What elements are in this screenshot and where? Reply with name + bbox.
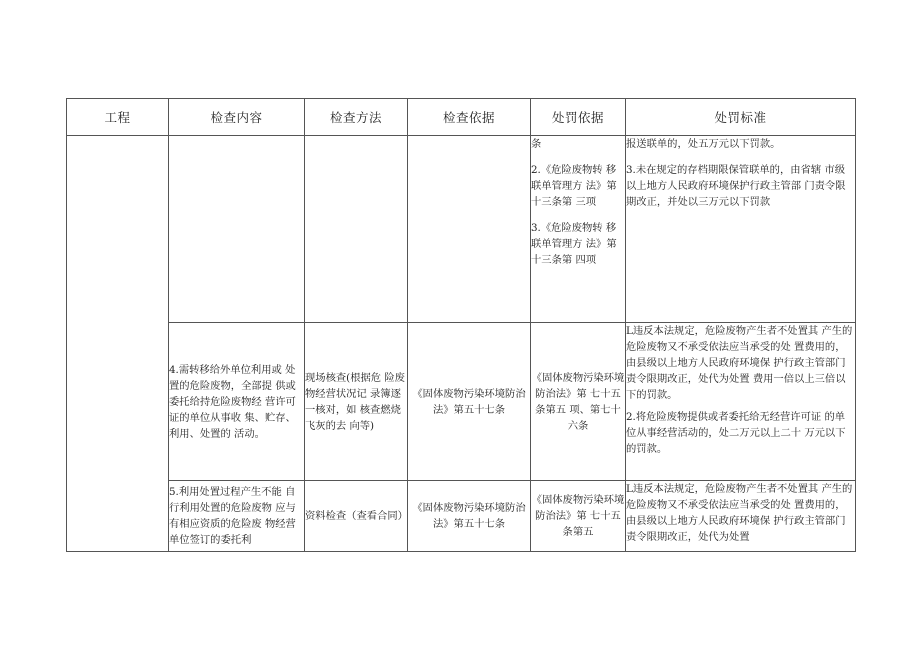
header-check-content: 检查内容 bbox=[169, 99, 305, 136]
penalty-standard-cell bbox=[626, 136, 856, 323]
table-row bbox=[67, 323, 856, 481]
check-basis-cell: 《固体废物污染环境防治法》第五十七条 bbox=[408, 323, 531, 481]
header-check-method: 检查方法 bbox=[305, 99, 408, 136]
penalty-standard-item: 2.将危险废物提供或者委托给无经营许可证 的单位从事经营活动的，处二万元以上二十 万元以下的罚款。 bbox=[626, 411, 846, 455]
check-content-cell: 4.需转移给外单位利用或 处置的危险废物，全部提 供或委托给持危险废物经 营许可证的单位从事收 集、贮存、利用、处置的 活动。 bbox=[169, 323, 305, 481]
penalty-standard-item: L违反本法规定，危险废物产生者不处置其 产生的危险废物又不承受依法应当承受的处 置费用的，由县级以上地方人民政府环境保 护行政主管部门责令限期改正，处代为处置 bbox=[626, 483, 853, 543]
check-method-cell bbox=[305, 136, 408, 323]
penalty-basis-cell: 《固体废物污染环境防治法》第 七十五条第五 bbox=[531, 481, 626, 552]
penalty-standard-cell bbox=[626, 323, 856, 481]
penalty-standard-item: L违反本法规定，危险废物产生者不处置其 产生的危险废物又不承受依法应当承受的处 置费用的，由县级以上地方人民政府环境保 护行政主管部门责令限期改正，处代为处置 费用一倍以上三倍以下的罚款。 bbox=[626, 325, 853, 401]
check-content-cell: 5.利用处置过程产生不能 自行利用处置的危险废物 应与有相应资质的危险废 物经营单位签订的委托利 bbox=[169, 481, 305, 552]
header-penalty-basis: 处罚依据 bbox=[531, 99, 626, 136]
header-check-basis: 检查依据 bbox=[408, 99, 531, 136]
check-basis-cell: 《固体废物污染环境防治法》第五十七条 bbox=[408, 481, 531, 552]
penalty-standard-item: 3.未在规定的存档期限保管联单的，由省辖 市级以上地方人民政府环境保护行政主管部 门责令限期改正，并处以三万元以下罚款 bbox=[626, 164, 846, 208]
header-project: 工程 bbox=[67, 99, 169, 136]
check-method-cell: 现场核查(根据危 险废物经营状况记 录簿逐一核对，如 核查燃烧飞灰的去 向等) bbox=[305, 323, 408, 481]
penalty-basis-cell: 《固体废物污染环境防治法》第 七十五条第五 项、第七十六条 bbox=[531, 323, 626, 481]
penalty-basis-item: 2.《危险废物转 移联单管理方 法》第十三条第 三项 bbox=[531, 164, 617, 208]
check-method-cell: 资料检查（查看合同） bbox=[305, 481, 408, 552]
penalty-basis-cell bbox=[531, 136, 626, 323]
check-basis-cell bbox=[408, 136, 531, 323]
penalty-basis-item: 3.《危险废物转 移联单管理方 法》第十三条第 四项 bbox=[531, 222, 617, 266]
table-header-row bbox=[67, 99, 856, 136]
penalty-basis-item: 条 bbox=[531, 138, 542, 150]
table-row bbox=[67, 136, 856, 323]
check-content-cell bbox=[169, 136, 305, 323]
penalty-standard-cell bbox=[626, 481, 856, 552]
project-cell bbox=[67, 136, 169, 552]
inspection-table bbox=[66, 98, 856, 552]
header-penalty-standard: 处罚标准 bbox=[626, 99, 856, 136]
penalty-standard-item: 报送联单的，处五万元以下罚款。 bbox=[626, 138, 781, 150]
table-row bbox=[67, 481, 856, 552]
